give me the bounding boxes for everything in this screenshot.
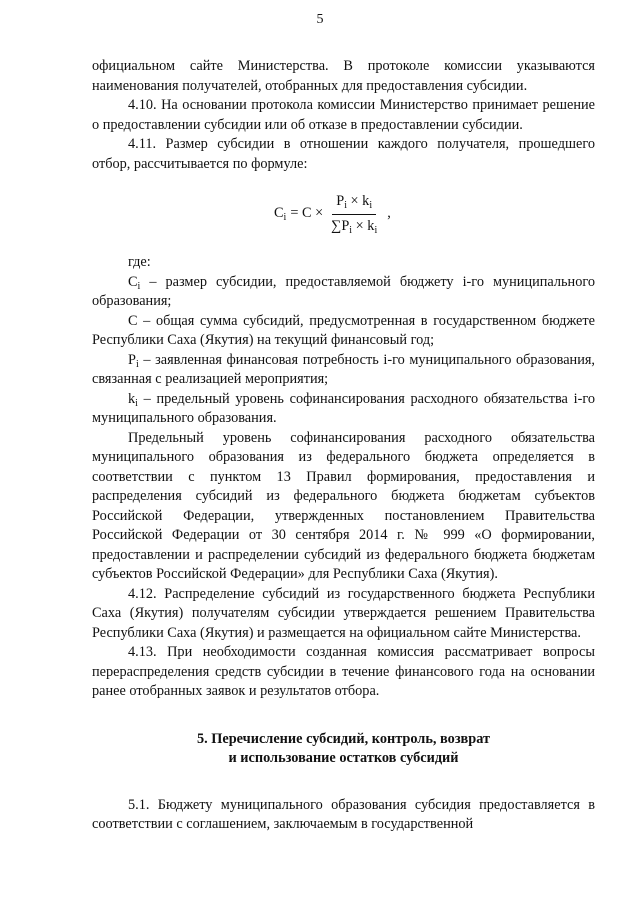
page-number: 5: [316, 12, 324, 27]
definition-pi: $P_i$ – заявленная финансовая потребность i-го муниципального образования, связанная с реализацией мероприятия;: [92, 351, 595, 387]
paragraph-4-10: 4.10. На основании протокола комиссии Министерство принимает решение о предоставлении субсидии или об отказе в предоставлении субсидии.: [92, 97, 595, 133]
paragraph-5-1: 5.1. Бюджету муниципального образования субсидия предоставляется в соответствии с соглашением, заключаемым в государственной: [92, 796, 595, 832]
formula-fraction: [327, 192, 381, 236]
definition-c: С – общая сумма субсидий, предусмотренная в государственном бюджете Республики Саха (Якутия) на текущий финансовый год;: [92, 312, 595, 348]
section-heading-line-1: 5. Перечисление субсидий, контроль, возврат: [196, 730, 491, 747]
where-label: где:: [128, 254, 151, 270]
formula-denominator: $\sum P_i \times k_i$: [331, 217, 378, 236]
document-body: [92, 57, 595, 835]
formula-eq: = C ×: [290, 205, 324, 222]
formula-lhs: $C_i$: [274, 205, 287, 224]
definition-ki: $k_i$ – предельный уровень софинансирования расходного обязательства i-го муниципального образования.: [92, 390, 595, 426]
paragraph-continuation: официальном сайте Министерства. В протоколе комиссии указываются наименования получателей, отобранных для предоставления субсидии.: [92, 58, 595, 94]
section-heading-line-2: и использование остатков субсидий: [228, 749, 459, 766]
definition-ci: $C_i$ – размер субсидии, предоставляемой бюджету i-го муниципального образования;: [92, 273, 595, 309]
paragraph-4-13: 4.13. При необходимости созданная комиссия рассматривает вопросы перераспределения средств субсидии в течение финансового года на основании ранее отобранных заявок и результатов отбора.: [92, 644, 595, 699]
subsidy-formula: [92, 186, 595, 246]
paragraph-cofinancing-limit: Предельный уровень софинансирования расходного обязательства муниципального образования из федерального бюджета определяется в соответствии с пунктом 13 Правил формирования, предоставления и распределения субсидий из федерального бюджета бюджетам субъектов Российской Федерации, утвержденных постановлением Правительства Российской Федерации от 30 сентября 2014 г. № 999 «О формировании, предоставлении и распределении субсидий из федерального бюджета бюджетам субъектов Российской Федерации» для Республики Саха (Якутия).: [92, 429, 595, 582]
formula-numerator: $P_i \times k_i$: [332, 192, 376, 215]
paragraph-4-12: 4.12. Распределение субсидий из государственного бюджета Республики Саха (Якутия) получателям субсидии утверждается решением Правительства Республики Саха (Якутия) и размещается на официальном сайте Министерства.: [92, 585, 595, 641]
paragraph-4-11: 4.11. Размер субсидии в отношении каждого получателя, прошедшего отбор, рассчитывается по формуле:: [92, 136, 595, 172]
formula-tail: ,: [387, 205, 391, 222]
section-5-heading: [92, 730, 595, 768]
